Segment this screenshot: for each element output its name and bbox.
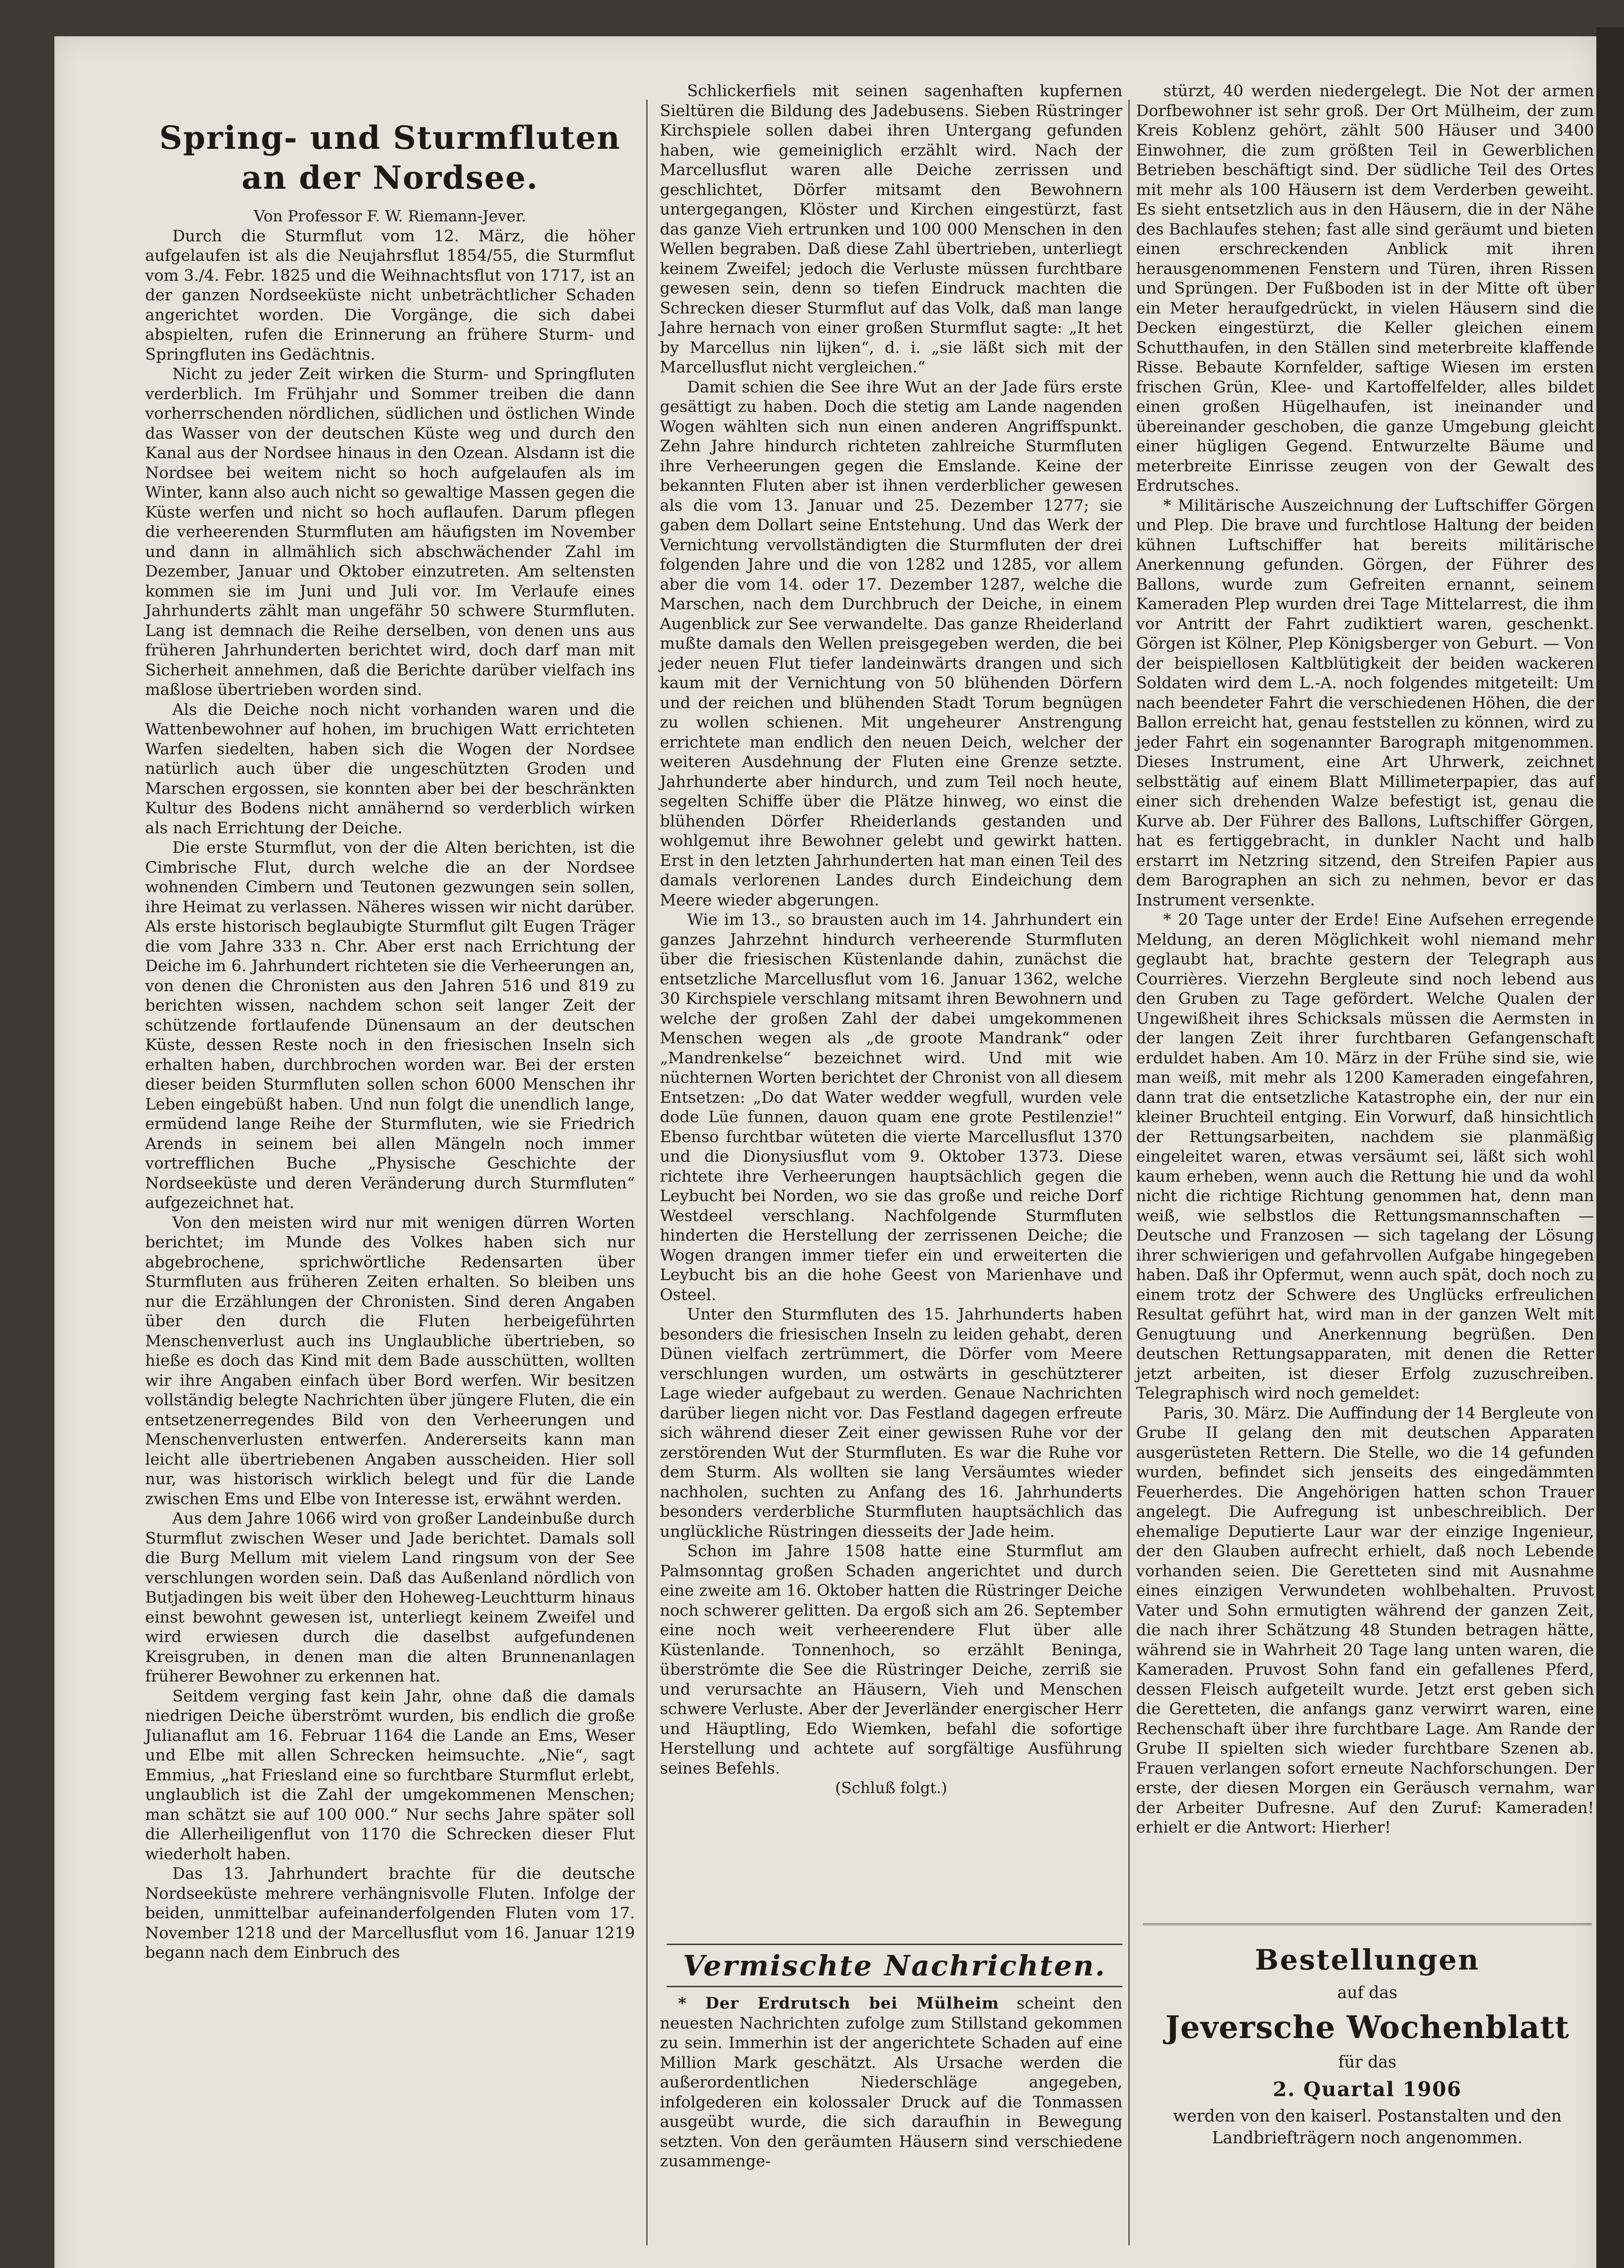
news-item-erdrutsch [660,1994,1122,2248]
paragraph: Wie im 13., so brausten auch im 14. Jahrhundert ein ganzes Jahrzehnt hindurch verheerende Sturmfluten über die friesischen Küstenlande dahin, zunächst die entsetzliche Marcellusflut vom 16. Januar 1362, welche 30 Kirchspiele verschlang mitsamt ihren Bewohnern und welche der großen Zahl der dabei umgekommenen Menschen wegen als „de groote Mandrank“ oder „Mandrenkelse“ bezeichnet wird. Und mit wie nüchternen Worten berichtet der Chronist von all diesem Entsetzen: „Do dat Water wedder wegfull, wurden vele dode Lüe funnen, dauon quam ene grote Pestilenzie!“ Ebenso furchtbar wüteten die vierte Marcellusflut 1370 und die Dionysiusflut vom 9. Oktober 1373. Diese richtete ihre Verheerungen hauptsächlich gegen die Leybucht bei Norden, wo sie das große und reiche Dorf Westdeel verschlang. Nachfolgende Sturmfluten hinderten die Herstellung der zerrissenen Deiche; die Wogen drangen immer tiefer ein und erweiterten die Leybucht bis an die hohe Geest von Marienhave und Osteel. [660,911,1122,1304]
paragraph: Nicht zu jeder Zeit wirken die Sturm- und Springfluten verderblich. Im Frühjahr und Sommer treiben die dann vorherrschenden nördlichen, südlichen und östlichen Winde das Wasser von der deutschen Küste weg und durch den Kanal aus der Nordsee hinaus in den Ozean. Alsdann ist die Nordsee bei weitem nicht so hoch aufgelaufen als im Winter, kann also auch nicht so gewaltige Massen gegen die Küste werfen und nicht so hoch auflaufen. Darum pflegen die verheerenden Sturmfluten am häufigsten im November und dann in allmählich sich abschwächender Zahl im Dezember, Januar und Oktober einzutreten. Am seltensten kommen sie im Juni und Juli vor. Im Verlaufe eines Jahrhunderts zählt man ungefähr 50 schwere Sturmfluten. Lang ist demnach die Reihe derselben, von denen uns aus früheren Jahrhunderten berichtet wird, doch darf man mit Sicherheit annehmen, daß die Berichte darüber vielfach ins maßlose übertrieben worden sind. [145,365,635,699]
ad-line-2: für das [1338,2053,1397,2072]
section-heading: Vermischte Nachrichten. [683,1949,1107,1982]
paragraph: Aus dem Jahre 1066 wird von großer Landeinbuße durch Sturmflut zwischen Weser und Jade berichtet. Damals soll die Burg Mellum mit vielem Land ringsum von der See verschlungen worden sein. Daß das Außenland nördlich von Butjadingen bis weit über den Hoheweg-Leuchtturm hinaus einst bewohnt gewesen ist, unterliegt keinem Zweifel und wird erwiesen durch die daselbst aufgefundenen Kreisgruben, in denen man die alten Brunnenanlagen früherer Bewohner zu erkennen hat. [145,1510,635,1686]
ad-line-1: auf das [1337,1984,1398,2002]
column-rule-right [1128,100,1130,2245]
ad-title: Bestellungen [1255,1943,1480,1976]
paragraph: Das 13. Jahrhundert brachte für die deutsche Nordseeküste mehrere verhängnisvolle Fluten. Infolge der beiden, unmittelbar aufeinanderfolgenden Fluten vom 17. November 1218 und der Marcellusflut vom 16. Januar 1219 begann nach dem Einbruch des [145,1865,635,1962]
news-items [1136,82,1594,1838]
section-header-box [667,1944,1122,1987]
article-continuation [660,82,1122,1779]
news-lead: * Der Erdrutsch bei Mülheim [678,1994,999,2013]
paragraph: * 20 Tage unter der Erde! Eine Aufsehen erregende Meldung, an deren Möglichkeit wohl niemand mehr geglaubt hat, brachte gestern der Telegraph aus Courrières. Vierzehn Bergleute sind noch lebend aus den Gruben zu Tage gefördert. Welche Qualen der Ungewißheit ihres Schicksals müssen die Aermsten in der langen Zeit ihrer furchtbaren Gefangenschaft erduldet haben. Am 10. März in der Frühe sind sie, wie man weiß, mit mehr als 1200 Kameraden eingefahren, dann trat die entsetzliche Katastrophe ein, der nur ein kleiner Bruchteil entging. Ein Vorwurf, daß hinsichtlich der Rettungsarbeiten, nachdem sie planmäßig eingeleitet waren, etwas versäumt sei, läßt sich wohl kaum erheben, wenn auch die Rettung hie und da wohl nicht die richtige Richtung genommen hat, denn man weiß, wie selbstlos die Rettungsmannschaften — Deutsche und Franzosen — sich tagelang der Lösung ihrer schwierigen und gefahrvollen Aufgabe hingegeben haben. Daß ihr Opfermut, wenn auch spät, doch noch zu einem trotz der Schwere des Unglücks erfreulichen Resultat geführt hat, wird man in der ganzen Welt mit Genugtuung und Anerkennung begrüßen. Den deutschen Rettungsapparaten, mit denen die Retter jetzt arbeiten, ist dieser Erfolg zuzuschreiben. Telegraphisch wird noch gemeldet: [1136,911,1594,1403]
paragraph: Die erste Sturmflut, von der die Alten berichten, ist die Cimbrische Flut, durch welche die an der Nordsee wohnenden Cimbern und Teutonen gezwungen sein sollen, ihre Heimat zu verlassen. Näheres wissen wir nicht darüber. Als erste historisch beglaubigte Sturmflut gilt Eugen Träger die vom Jahre 333 n. Chr. Aber erst nach Errichtung der Deiche im 6. Jahrhundert richteten sie die Verheerungen an, von denen die Chronisten aus den Jahren 516 und 819 zu berichten wissen, nachdem schon seit langer Zeit der schützende fortlaufende Dünensaum an der deutschen Küste, dessen Reste noch in den friesischen Inseln sich erhalten haben, durchbrochen worden war. Bei der ersten dieser beiden Sturmfluten sollen schon 6000 Menschen ihr Leben eingebüßt haben. Und nun folgt die unendlich lange, ermüdend lange Reihe der Sturmfluten, wie sie Friedrich Arends in seinem bei allen Mängeln noch immer vortrefflichen Buche „Physische Geschichte der Nordseeküste und deren Veränderung durch Sturmfluten“ aufgezeichnet hat. [145,839,635,1212]
article-body [145,227,635,1963]
article-byline: Von Professor F. W. Riemann-Jever. [254,207,527,225]
ad-footer: werden von den kaiserl. Postanstalten und den Landbriefträgern noch angenommen. [1173,2107,1562,2147]
subscription-ad [1143,1923,1592,2252]
column-1 [145,82,635,2177]
paragraph: Seitdem verging fast kein Jahr, ohne daß die damals niedrigen Deiche überströmt wurden, bis endlich die große Julianaflut am 16. Februar 1164 die Lande an Ems, Weser und Elbe mit allen Schrecken heimsuchte. „Nie“, sagt Emmius, „hat Friesland eine so furchtbare Sturmflut erlebt, unglaublich ist die Zahl der umgekommenen Menschen; man schätzt sie auf 100 000.“ Nur sechs Jahre später soll die Allerheiligenflut von 1170 die Schrecken dieser Flut wiederholt haben. [145,1687,635,1863]
column-3 [1136,82,1594,1837]
paragraph: * Militärische Auszeichnung der Luftschiffer Görgen und Plep. Die brave und furchtlose Haltung der beiden kühnen Luftschiffer hat bereits militärische Anerkennung gefunden. Görgen, der Führer des Ballons, wurde zum Gefreiten ernannt, seinem Kameraden Plep wurden drei Tage Mittelarrest, die ihm vor Antritt der Fahrt zudiktiert waren, geschenkt. Görgen ist Kölner, Plep Königsberger von Geburt. — Von der beispiellosen Kaltblütigkeit der beiden wackeren Soldaten wird dem L.-A. noch folgendes mitgeteilt: Um nach beendeter Fahrt die verschiedenen Höhen, die der Ballon erreicht hat, genau feststellen zu können, wird zu jeder Fahrt ein sogenannter Barograph mitgenommen. Dieses Instrument, eine Art Uhrwerk, zeichnet selbsttätig auf einem Blatt Millimeterpapier, das auf einer sich drehenden Walze befestigt ist, genau die Kurve ab. Der Führer des Ballons, Luftschiffer Görgen, hat es fertiggebracht, in dunkler Nacht und halb erstarrt im Netzring sitzend, den Streifen Papier aus dem Barographen an sich zu nehmen, bevor er das Instrument versenkte. [1136,496,1594,909]
column-2 [660,82,1122,1932]
ad-paper-name: Jeversche Wochenblatt [1165,2009,1570,2046]
paragraph: stürzt, 40 werden niedergelegt. Die Not der armen Dorfbewohner ist sehr groß. Der Ort Mülheim, der zum Kreis Koblenz gehört, zählt 500 Häuser und 3400 Einwohner, die zum größten Teil in Gewerblichen Betrieben beschäftigt sind. Der südliche Teil des Ortes mit mehr als 100 Häusern ist dem Verderben geweiht. Es sieht entsetzlich aus in den Häusern, die in der Nähe des Bachlaufes stehen; fast alle sind geräumt und bieten einen erschreckenden Anblick mit ihren herausgenommenen Fenstern und Türen, ihren Rissen und Sprüngen. Der Fußboden ist in der Mitte oft über ein Meter heraufgedrückt, in vielen Häusern sind die Decken eingestürzt, die Keller gleichen einem Schutthaufen, in den Ställen sind meterbreite klaffende Risse. Bebaute Kornfelder, saftige Wiesen im ersten frischen Grün, Klee- und Kartoffelfelder, alles bildet einen großen Hügelhaufen, ist ineinander und übereinander geschoben, die ganze Umgebung gleicht einer hügligen Gegend. Entwurzelte Bäume und meterbreite Einrisse zeugen von der Gewalt des Erdrutsches. [1136,82,1594,495]
article-title: Spring- und Sturmfluten an der Nordsee. [159,119,621,196]
paragraph: Durch die Sturmflut vom 12. März, die höher aufgelaufen ist als die Neujahrsflut 1854/55, die Sturmflut vom 3./4. Febr. 1825 und die Weihnachtsflut von 1717, ist an der ganzen Nordseeküste nicht unbeträchtlicher Schaden angerichtet worden. Die Vorgänge, die sich dabei abspielten, rufen die Erinnerung an frühere Sturm- und Springfluten ins Gedächtnis. [145,227,635,364]
column-rule-left [646,100,648,2245]
paragraph: Paris, 30. März. Die Auffindung der 14 Bergleute von Grube II gelang den mit deutschen Apparaten ausgerüsteten Rettern. Die Stelle, wo die 14 gefunden wurden, befindet sich jenseits des eingedämmten Feuerherdes. Die Angehörigen hatten schon Trauer angelegt. Die Aufregung ist unbeschreiblich. Der ehemalige Deputierte Laur war der einzige Ingenieur, der den Glauben aufrecht erhielt, daß noch Lebende vorhanden seien. Die Geretteten sind mit Ausnahme eines einzigen Verwundeten wohlbehalten. Pruvost Vater und Sohn ermutigten während der ganzen Zeit, die nach ihrer Schätzung 48 Stunden betragen hätte, während sie in Wahrheit 20 Tage lang unten waren, die Kameraden. Pruvost Sohn fand ein gefallenes Pferd, dessen Fleisch aufgeteilt wurde. Jetzt erst geben sich die Geretteten, die anfangs ganz verwirrt waren, eine Rechenschaft über ihre furchtbare Lage. Am Rande der Grube II spielten sich wieder furchtbare Szenen ab. Frauen verlangen sofort erneute Nachforschungen. Der erste, der diesen Morgen ein Geräusch vernahm, war der Arbeiter Dufresne. Auf den Zuruf: Kameraden! erhielt er die Antwort: Hierher! [1136,1404,1594,1837]
paragraph: Von den meisten wird nur mit wenigen dürren Worten berichtet; im Munde des Volkes haben sich nur abgebrochene, sprichwörtliche Redensarten über Sturmfluten aus früheren Zeiten erhalten. So bleiben uns nur die Erzählungen der Chronisten. Sind deren Angaben über den durch die Fluten herbeigeführten Menschenverlust auch ins Unglaubliche übertrieben, so hieße es doch das Kind mit dem Bade ausschütten, wollten wir ihre Angaben einfach über Bord werfen. Wir besitzen vollständig belegte Nachrichten über jüngere Fluten, die ein entsetzenerregendes Bild von den Verheerungen und Menschenverlusten entwerfen. Andererseits kann man leicht alle übertriebenen Angaben ausscheiden. Hier soll nur, was historisch wirklich belegt und für die Lande zwischen Ems und Elbe von Interesse ist, erwähnt werden. [145,1213,635,1508]
ad-quarter: 2. Quartal 1906 [1273,2078,1462,2101]
news-text: scheint den neuesten Nachrichten zufolge zum Stillstand gekommen zu sein. Immerhin ist der angerichtete Schaden auf eine Million Mark geschätzt. Als Ursache werden die außerordentlichen Niederschläge angegeben, infolgederen ein kolossaler Druck auf die Tonmassen ausgeübt wurde, die sich daraufhin in Bewegung setzten. Von den geräumten Häusern sind verschiedene zusammenge- [660,1994,1122,2170]
page-edge [1596,27,1624,2268]
paragraph: Damit schien die See ihre Wut an der Jade fürs erste gesättigt zu haben. Doch die stetig am Lande nagenden Wogen wählten sich nun einen anderen Angriffspunkt. Zehn Jahre hindurch richteten zahlreiche Sturmfluten ihre Verheerungen gegen die Emslande. Keine der bekannten Fluten aber ist ihnen verderblicher gewesen als die vom 13. Januar und 25. Dezember 1277; sie gaben dem Dollart seine Entstehung. Und das Werk der Vernichtung vervollständigten die Sturmfluten der drei folgenden Jahre und die von 1282 und 1285, vor allem aber die vom 14. oder 17. Dezember 1287, welche die Marschen, nach dem Durchbruch der Deiche, in einem Augenblick zur See verwandelte. Das ganze Rheiderland mußte damals den Wellen preisgegeben werden, die bei jeder neuen Flut tiefer landeinwärts drangen und sich kaum mit der Vernichtung von 50 blühenden Dörfern und der reichen und blühenden Stadt Torum begnügen zu wollen schienen. Mit ungeheurer Anstrengung errichtete man endlich den neuen Deich, welcher der weiteren Ausdehnung der Fluten eine Grenze setzte. Jahrhunderte aber hindurch, und zum Teil noch heute, segelten Schiffe über die Plätze hinweg, wo einst die blühenden Dörfer Rheiderlands gestanden und wohlgemut ihre Bewohner gelebt und gewirkt hatten. Erst in den letzten Jahrhunderten hat man einen Teil des damals verlorenen Landes durch Eindeichung dem Meere wieder abgerungen. [660,378,1122,909]
paragraph: Unter den Sturmfluten des 15. Jahrhunderts haben besonders die friesischen Inseln zu leiden gehabt, deren Dünen vielfach zertrümmert, die Dörfer vom Meere verschlungen wurden, um ostwärts in geschützterer Lage wieder aufgebaut zu werden. Genaue Nachrichten darüber liegen nicht vor. Das Festland dagegen erfreute sich während dieser Zeit einer gewissen Ruhe vor der zerstörenden Wut der Sturmfluten. Es war die Ruhe vor dem Sturm. Als wollten sie lang Versäumtes wieder nachholen, suchten zu Anfang des 16. Jahrhunderts besonders verderbliche Sturmfluten hauptsächlich das unglückliche Rüstringen diesseits der Jade heim. [660,1305,1122,1541]
paragraph: Schon im Jahre 1508 hatte eine Sturmflut am Palmsonntag großen Schaden angerichtet und durch eine zweite am 16. Oktober hatten die Rüstringer Deiche noch schwerer gelitten. Da ergoß sich am 26. September eine noch weit verheerendere Flut über alle Küstenlande. Tonnenhoch, so erzählt Beninga, überströmte die See die Rüstringer Deiche, zerriß sie und verursachte an Häusern, Vieh und Menschen schwere Verluste. Aber der Jeverländer energischer Herr und Häuptling, Edo Wiemken, befahl die sofortige Herstellung und achtete auf sorgfältige Ausführung seines Befehls. [660,1542,1123,1778]
paragraph: Schlickerfiels mit seinen sagenhaften kupfernen Sieltüren die Bildung des Jadebusens. Sieben Rüstringer Kirchspiele sollen dabei ihren Untergang gefunden haben, wie gemeiniglich erzählt wird. Nach der Marcellusflut waren alle Deiche zerrissen und geschlichtet, Dörfer mitsamt den Bewohnern untergegangen, Klöster und Kirchen eingestürzt, fast das ganze Vieh ertrunken und 100 000 Menschen in den Wellen begraben. Daß diese Zahl übertrieben, unterliegt keinem Zweifel; jedoch die Verluste müssen furchtbare gewesen sein, denn so tiefen Eindruck machten die Schrecken dieser Sturmflut auf das Volk, daß man lange Jahre hernach von einer großen Sturmflut sagte: „It het by Marcellus nin lijken“, d. i. „sie läßt sich mit der Marcellusflut nicht vergleichen.“ [660,82,1122,376]
paragraph: Als die Deiche noch nicht vorhanden waren und die Wattenbewohner auf hohen, im bruchigen Watt errichteten Warfen siedelten, haben sich die Wogen der Nordsee natürlich auch über die ungeschützten Groden und Marschen ergossen, sie konnten aber bei der beschränkten Kultur des Bodens nicht annähernd so verderblich wirken als nach Errichtung der Deiche. [145,700,635,837]
continued-note: (Schluß folgt.) [835,1779,947,1797]
